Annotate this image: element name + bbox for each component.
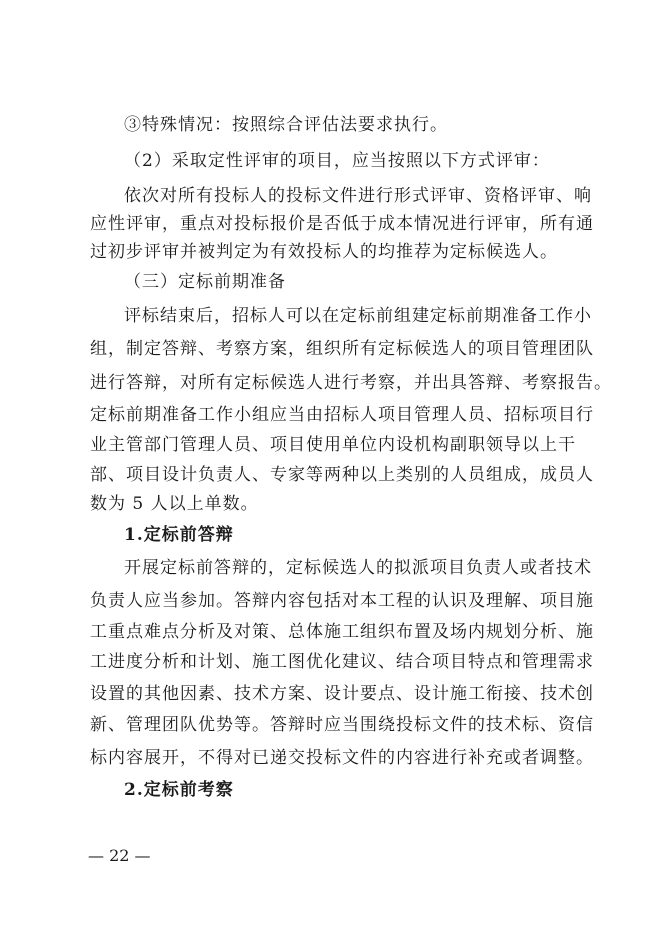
paragraph-line: 进行答辩，对所有定标候选人进行考察，并出具答辩、考察报告。	[90, 373, 612, 393]
paragraph-line: 定标前期准备工作小组应当由招标人项目管理人员、招标项目行	[90, 405, 594, 425]
paragraph-line: 业主管部门管理人员、项目使用单位内设机构副职领导以上干	[90, 435, 576, 455]
paragraph-line: 过初步评审并被判定为有效投标人的均推荐为定标候选人。	[90, 242, 558, 262]
paragraph-line: 新、管理团队优势等。答辩时应当围绕投标文件的技术标、资信	[90, 715, 594, 735]
subsection-heading: 1.定标前答辩	[124, 525, 234, 545]
paragraph-line: （2）采取定性评审的项目，应当按照以下方式评审：	[124, 151, 550, 171]
paragraph-line: 评标结束后，招标人可以在定标前组建定标前期准备工作小	[124, 306, 592, 326]
subsection-heading: 2.定标前考察	[124, 780, 234, 800]
paragraph-line: 开展定标前答辩的，定标候选人的拟派项目负责人或者技术	[124, 558, 592, 578]
page-number: — 22 —	[88, 846, 151, 865]
paragraph-line: 负责人应当参加。答辩内容包括对本工程的认识及理解、项目施	[90, 591, 594, 611]
paragraph-line: 数为 5 人以上单数。	[90, 494, 259, 514]
paragraph-line: 工进度分析和计划、施工图优化建议、结合项目特点和管理需求	[90, 652, 594, 672]
paragraph-line: 设置的其他因素、技术方案、设计要点、设计施工衔接、技术创	[90, 684, 594, 704]
section-heading: （三）定标前期准备	[124, 272, 286, 292]
paragraph-line: ③特殊情况：按照综合评估法要求执行。	[124, 115, 448, 135]
paragraph-line: 标内容展开，不得对已递交投标文件的内容进行补充或者调整。	[90, 748, 594, 768]
paragraph-line: 应性评审，重点对投标报价是否低于成本情况进行评审，所有通	[90, 214, 594, 234]
paragraph-line: 组，制定答辩、考察方案，组织所有定标候选人的项目管理团队	[90, 339, 594, 359]
paragraph-line: 依次对所有投标人的投标文件进行形式评审、资格评审、响	[124, 186, 592, 206]
paragraph-line: 工重点难点分析及对策、总体施工组织布置及场内规划分析、施	[90, 622, 594, 642]
paragraph-line: 部、项目设计负责人、专家等两种以上类别的人员组成，成员人	[90, 465, 594, 485]
